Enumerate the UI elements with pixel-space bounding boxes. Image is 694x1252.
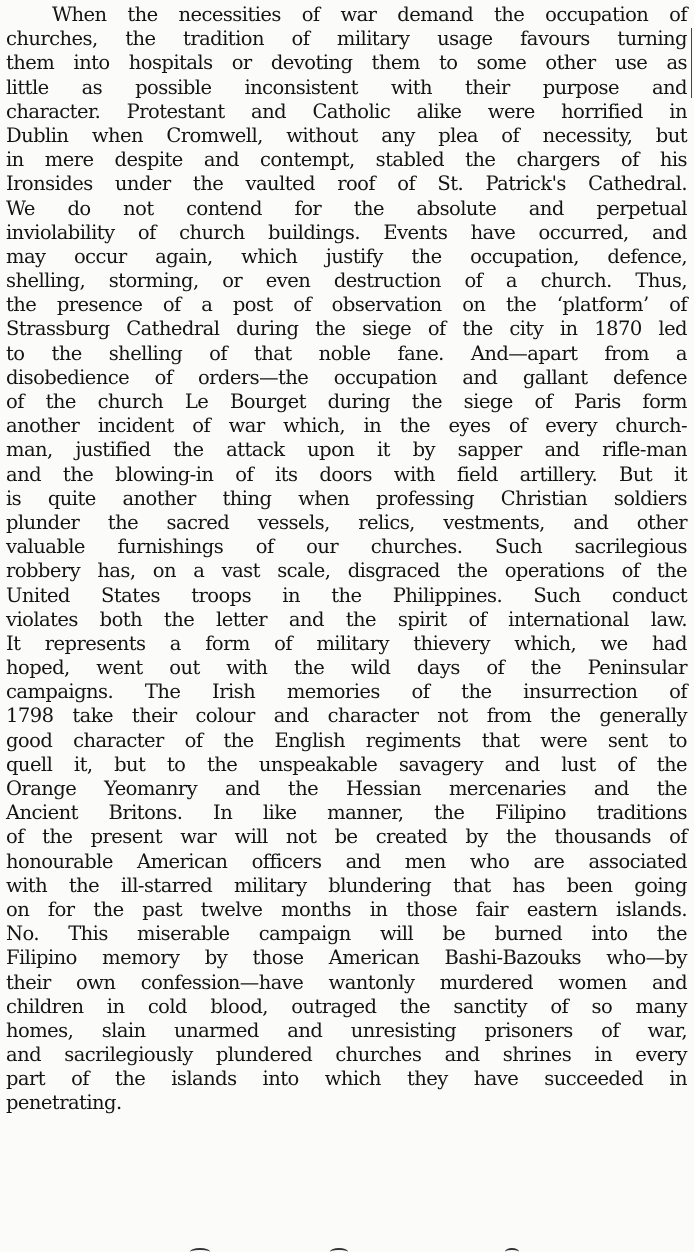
article-line: little as possible inconsistent with their purpose and [6, 75, 687, 99]
article-line: valuable furnishings of our churches. Such sacrilegious [6, 535, 687, 559]
next-line-cutoff [0, 1248, 694, 1252]
article-line: quell it, but to the unspeakable savagery and lust of the [6, 752, 687, 776]
article-line: of the church Le Bourget during the siege of Paris form [6, 390, 687, 413]
article-line: another incident of war which, in the eyes of every church- [6, 414, 687, 438]
article-line: No. This miserable campaign will be burned into the [6, 922, 687, 946]
article-line: them into hospitals or devoting them to some other use as [6, 51, 687, 75]
article-line: penetrating. [6, 1091, 122, 1115]
column-rule [691, 28, 692, 98]
article-line: part of the islands into which they have succeeded in [6, 1067, 687, 1091]
article-line: the presence of a post of observation on the ‘platform’ of [6, 293, 687, 317]
article-line: 1798 take their colour and character not from the generally [6, 704, 687, 728]
article-line: in mere despite and contempt, stabled the chargers of his [6, 148, 687, 172]
article-line: with the ill-starred military blundering that has been going [6, 873, 687, 897]
article-line: Ancient Britons. In like manner, the Filipino traditions [6, 801, 687, 825]
article-line: plunder the sacred vessels, relics, vestments, and other [6, 510, 687, 534]
article-line: may occur again, which justify the occupation, defence, [6, 244, 687, 268]
article-line: We do not contend for the absolute and perpetual [6, 196, 687, 220]
article-line: Ironsides under the vaulted roof of St. Patrick's Cathedral. [6, 172, 687, 196]
article-line: is quite another thing when professing Christian soldiers [6, 486, 687, 510]
article-line: homes, slain unarmed and unresisting prisoners of war, [6, 1018, 687, 1042]
article-line: and sacrilegiously plundered churches and shrines in every [6, 1043, 687, 1067]
article-line: disobedience of orders—the occupation and gallant defence [6, 365, 687, 389]
article-line: It represents a form of military thievery which, we had [6, 631, 687, 655]
article-line: Strassburg Cathedral during the siege of the city in 1870 led [6, 317, 687, 341]
article-line: children in cold blood, outraged the sanctity of so many [6, 994, 687, 1018]
article-line: man, justified the attack upon it by sapper and rifle-man [6, 438, 687, 462]
article-line: on for the past twelve months in those fair eastern islands. [6, 897, 687, 921]
article-line: their own confession—have wantonly murdered women and [6, 970, 687, 994]
article-body [6, 3, 687, 1116]
article-line: When the necessities of war demand the occupation of [52, 3, 687, 26]
article-line: good character of the English regiments that were sent to [6, 728, 687, 752]
article-line: honourable American officers and men who are associated [6, 849, 687, 873]
article-line: Dublin when Cromwell, without any plea of necessity, but [6, 123, 687, 147]
article-line: United States troops in the Philippines. Such conduct [6, 583, 687, 607]
article-line: robbery has, on a vast scale, disgraced the operations of the [6, 559, 687, 583]
article-line: Filipino memory by those American Bashi-Bazouks who—by [6, 946, 687, 970]
article-line: and the blowing-in of its doors with field artillery. But it [6, 462, 687, 486]
article-line: campaigns. The Irish memories of the insurrection of [6, 680, 687, 704]
article-line: Orange Yeomanry and the Hessian mercenaries and the [6, 777, 687, 800]
article-line: churches, the tradition of military usage favours turning [6, 27, 687, 51]
article-line: violates both the letter and the spirit of international law. [6, 607, 687, 631]
article-line: inviolability of church buildings. Events have occurred, and [6, 220, 687, 244]
article-line: to the shelling of that noble fane. And—apart from a [6, 341, 687, 365]
article-line: shelling, storming, or even destruction of a church. Thus, [6, 269, 687, 293]
article-line: character. Protestant and Catholic alike were horrified in [6, 99, 687, 123]
article-line: of the present war will not be created by the thousands of [6, 825, 687, 849]
article-line: hoped, went out with the wild days of the Peninsular [6, 656, 687, 680]
